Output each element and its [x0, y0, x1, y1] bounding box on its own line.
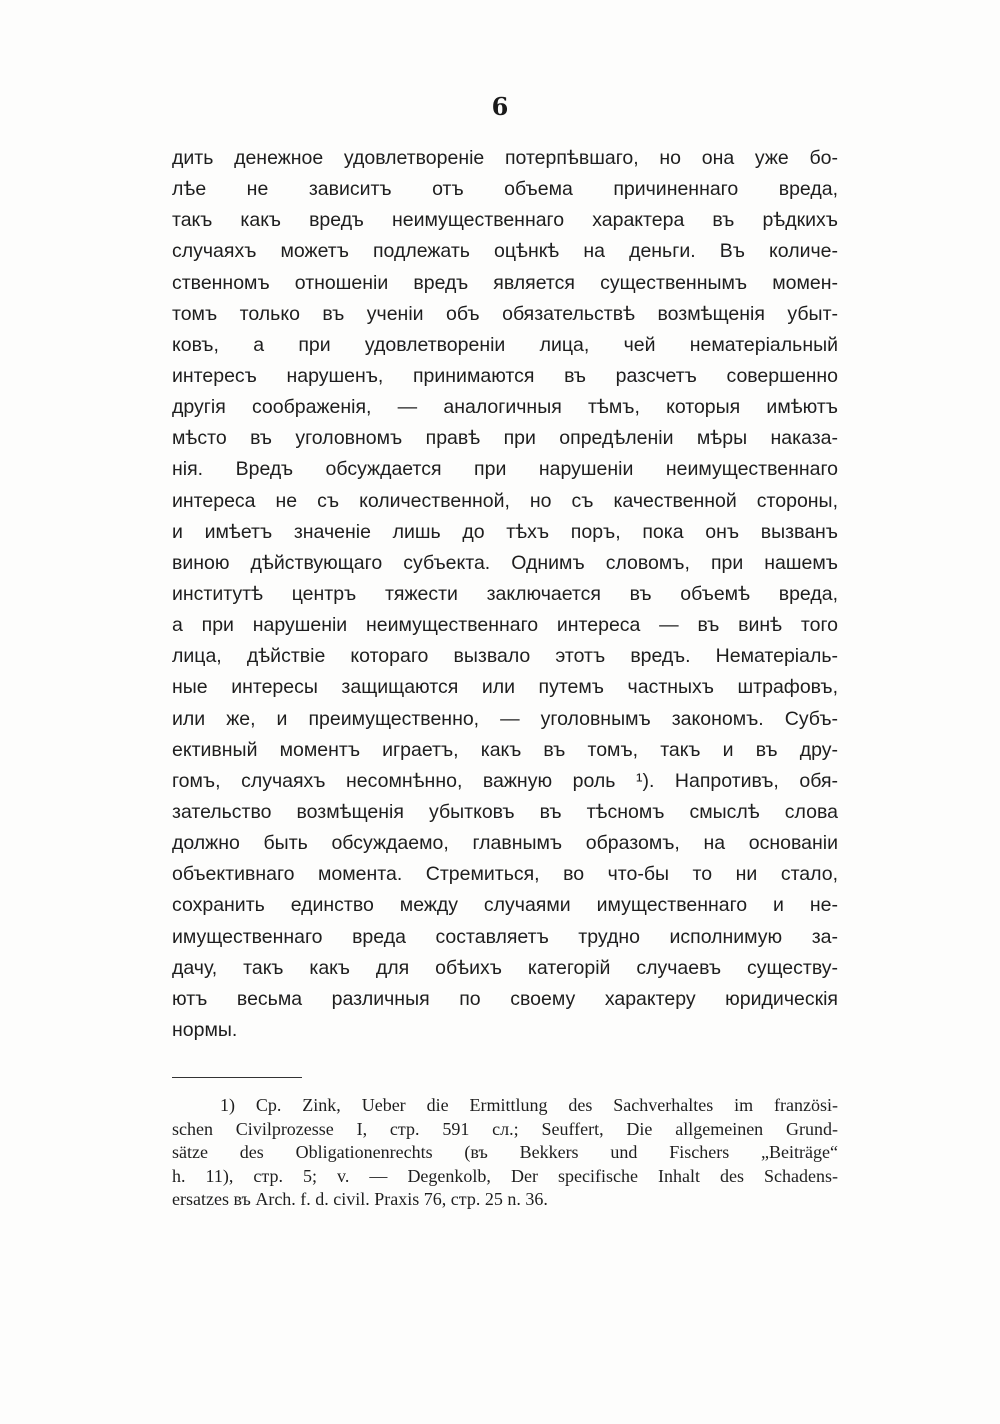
body-line: дить денежное удовлетворенiе потерпѣвшаго, но она уже бо- — [172, 147, 838, 169]
body-line: другiя соображенiя, — аналогичныя тѣмъ, которыя имѣютъ — [172, 396, 838, 419]
body-line: виною дѣйствующаго субъекта. Однимъ словомъ, при нашемъ — [172, 551, 838, 574]
footnote-line: ersatzes въ Arch. f. d. civil. Praxis 76, стр. 25 n. 36. — [172, 1189, 548, 1210]
body-line: ные интересы защищаются или путемъ частныхъ штрафовъ, — [172, 676, 838, 699]
footnote-line: h. 11), стр. 5; v. — Degenkolb, Der specifische Inhalt des Schadens- — [172, 1165, 838, 1186]
page-number: 6 — [491, 92, 509, 121]
body-line: ютъ весьма различныя по своему характеру юридическiя — [172, 987, 838, 1010]
body-line: лѣе не зависитъ отъ объема причиненнаго вреда, — [172, 178, 838, 201]
body-line: случаяхъ можетъ подлежать оцѣнкѣ на деньги. Въ количе- — [172, 240, 838, 263]
body-line: интересъ нарушенъ, принимаются въ разсчетъ совершенно — [172, 364, 838, 387]
footnote-divider — [172, 1077, 302, 1078]
body-line: ективный моментъ играетъ, какъ въ томъ, такъ и въ дру- — [172, 738, 838, 761]
body-line: гомъ, случаяхъ несомнѣнно, важную роль ¹). Напротивъ, обя- — [172, 769, 838, 792]
body-line: и имѣетъ значенiе лишь до тѣхъ поръ, пока онъ вызванъ — [172, 520, 838, 543]
body-line: или же, и преимущественно, — уголовнымъ закономъ. Субъ- — [172, 707, 838, 730]
body-line: должно быть обсуждаемо, главнымъ образомъ, на основанiи — [172, 832, 838, 855]
footnote-line: 1) Ср. Zink, Ueber die Ermittlung des Sachverhaltes im französi- — [220, 1095, 838, 1115]
body-line: институтѣ центръ тяжести заключается въ объемѣ вреда, — [172, 582, 838, 605]
body-line: сохранить единство между случаями имущественнаго и не- — [172, 894, 838, 917]
body-line: зательство возмѣщенiя убытковъ въ тѣсномъ смыслѣ слова — [172, 800, 838, 823]
body-line: лица, дѣйствiе котораго вызвало этотъ вредъ. Нематерiаль- — [172, 645, 838, 668]
body-line: ственномъ отношенiи вредъ является существеннымъ момен- — [172, 271, 838, 294]
body-line: а при нарушенiи неимущественнаго интереса — въ винѣ того — [172, 614, 838, 637]
body-line: мѣсто въ уголовномъ правѣ при опредѣленiи мѣры наказа- — [172, 427, 838, 450]
body-line: нормы. — [172, 1018, 238, 1041]
body-line: нiя. Вредъ обсуждается при нарушенiи неимущественнаго — [172, 458, 838, 481]
footnote-line: sätze des Obligationenrechts (въ Bekkers und Fischers „Beiträge“ — [172, 1142, 838, 1163]
body-line: ковъ, а при удовлетворенiи лица, чей нематерiальный — [172, 333, 838, 356]
body-line: томъ только въ ученiи объ обязательствѣ возмѣщенiя убыт- — [172, 302, 838, 325]
footnote — [172, 1094, 838, 1212]
body-line: имущественнаго вреда составляетъ трудно исполнимую за- — [172, 925, 838, 948]
body-text — [172, 143, 838, 1046]
footnote-line: schen Civilprozesse I, стр. 591 сл.; Seuffert, Die allgemeinen Grund- — [172, 1118, 838, 1139]
body-line: дачу, такъ какъ для обѣихъ категорiй случаевъ существу- — [172, 956, 838, 979]
body-line: интереса не съ количественной, но съ качественной стороны, — [172, 489, 838, 512]
body-line: объективнаго момента. Стремиться, во что-бы то ни стало, — [172, 863, 838, 886]
body-line: такъ какъ вредъ неимущественнаго характера въ рѣдкихъ — [172, 209, 838, 232]
